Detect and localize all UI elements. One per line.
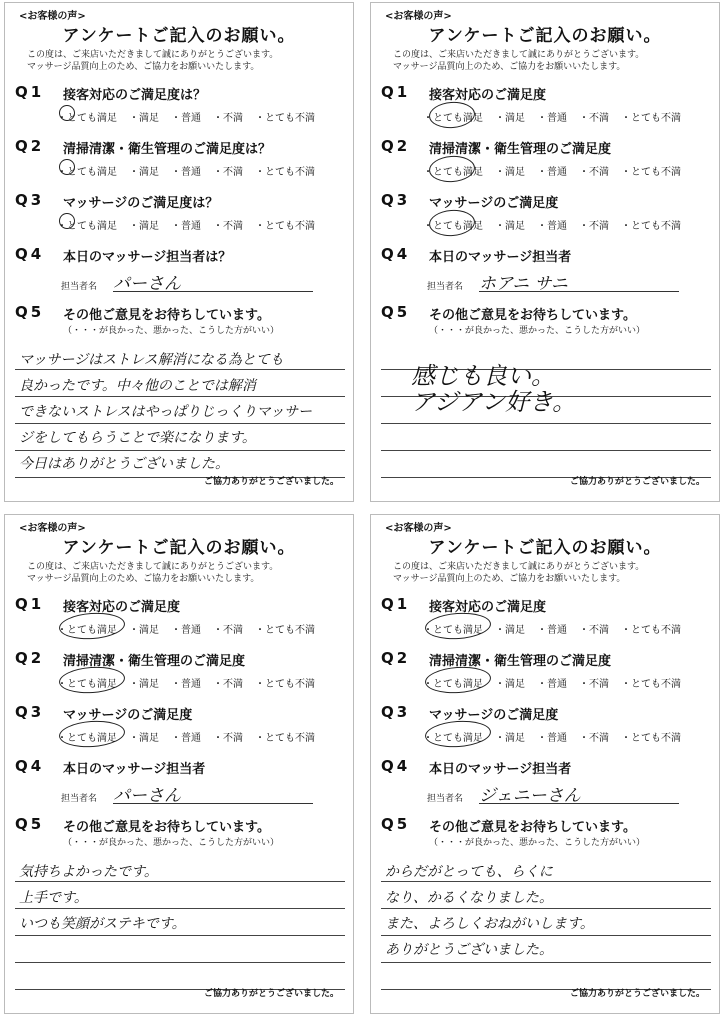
rating-option[interactable]: ・満足 — [495, 679, 525, 690]
rating-options — [57, 729, 315, 744]
rating-option[interactable]: ・普通 — [537, 221, 567, 232]
intro-line-2: マッサージ品質向上のため、ご協力をお願いいたします。 — [27, 62, 260, 72]
rating-option[interactable]: ・満足 — [129, 679, 159, 690]
staff-field — [61, 786, 181, 806]
rating-option[interactable]: ・とても満足 — [423, 167, 483, 178]
rating-option[interactable]: ・普通 — [537, 679, 567, 690]
rating-option[interactable]: ・とても満足 — [423, 733, 483, 744]
question-number: Q5 — [15, 303, 45, 321]
rating-option[interactable]: ・普通 — [171, 625, 201, 636]
question-number: Q1 — [381, 83, 411, 101]
question-text: 接客対応のご満足度 — [63, 600, 181, 615]
intro-line-1: この度は、ご来店いただきまして誠にありがとうございます。 — [27, 562, 279, 572]
question-text: 接客対応のご満足度 — [429, 88, 547, 103]
question-number: Q3 — [15, 191, 45, 209]
intro-line-2: マッサージ品質向上のため、ご協力をお願いいたします。 — [27, 574, 260, 584]
comment-line: 感じも良い。 — [411, 362, 555, 387]
rating-options — [423, 729, 681, 744]
rating-option[interactable]: ・不満 — [213, 679, 243, 690]
rating-options — [57, 621, 315, 636]
rating-option[interactable]: ・とても不満 — [621, 221, 681, 232]
question-text: マッサージのご満足度 — [429, 708, 559, 723]
question-number: Q3 — [381, 191, 411, 209]
rating-option[interactable]: ・不満 — [579, 625, 609, 636]
staff-label: 担当者名 — [61, 282, 98, 292]
question-text: 清掃清潔・衛生管理のご満足度は？ — [63, 142, 272, 157]
question-number: Q2 — [15, 137, 45, 155]
survey-sheet-3 — [4, 514, 354, 1014]
question-number: Q4 — [381, 245, 411, 263]
thanks-text: ご協力ありがとうございました。 — [569, 989, 705, 999]
sheet-title: アンケートご記入のお願い。 — [62, 26, 296, 46]
rating-option[interactable]: ・とても不満 — [255, 625, 315, 636]
question-text: 本日のマッサージ担当者 — [429, 250, 572, 265]
staff-underline — [113, 291, 313, 292]
rating-option[interactable]: ・とても不満 — [621, 113, 681, 124]
rating-option[interactable]: ・不満 — [213, 167, 243, 178]
rating-option[interactable]: ・とても不満 — [255, 221, 315, 232]
comment-line: ありがとうございました。 — [385, 942, 553, 958]
comment-line: 上手です。 — [19, 890, 88, 906]
thanks-text: ご協力ありがとうございました。 — [569, 477, 705, 487]
question-text: 清掃清潔・衛生管理のご満足度 — [63, 654, 246, 669]
question-text: その他ご意見をお待ちしています。 — [63, 308, 270, 323]
rating-option[interactable]: ・とても不満 — [621, 679, 681, 690]
rating-option[interactable]: ・不満 — [579, 113, 609, 124]
rating-option[interactable]: ・とても満足 — [423, 113, 483, 124]
intro-line-1: この度は、ご来店いただきまして誠にありがとうございます。 — [27, 50, 279, 60]
rating-option[interactable]: ・満足 — [495, 221, 525, 232]
rating-option[interactable]: ・とても満足 — [57, 679, 117, 690]
rating-option[interactable]: ・とても不満 — [255, 167, 315, 178]
question-text: マッサージのご満足度 — [429, 196, 559, 211]
rating-option[interactable]: ・普通 — [171, 679, 201, 690]
rating-options — [423, 675, 681, 690]
rating-option[interactable]: ・普通 — [171, 733, 201, 744]
question-q5-sub: （・・・が良かった、悪かった、こうした方がいい） — [429, 838, 646, 848]
sheet-intro — [27, 49, 278, 73]
rating-option[interactable]: ・不満 — [213, 625, 243, 636]
sheet-title: アンケートご記入のお願い。 — [62, 538, 296, 558]
question-q5-sub: （・・・が良かった、悪かった、こうした方がいい） — [63, 326, 280, 336]
question-text: 本日のマッサージ担当者 — [63, 762, 206, 777]
question-number: Q2 — [381, 137, 411, 155]
rating-option[interactable]: ・満足 — [495, 113, 525, 124]
question-text: その他ご意見をお待ちしています。 — [429, 820, 636, 835]
sheet-intro — [393, 561, 644, 585]
sheet-intro — [27, 561, 278, 585]
sheet-header: <お客様の声> — [385, 523, 452, 534]
staff-name-handwritten: ホアニ サニ — [479, 274, 568, 294]
sheet-intro — [393, 49, 644, 73]
handwritten-comment — [411, 361, 711, 413]
question-number: Q3 — [381, 703, 411, 721]
staff-label: 担当者名 — [61, 794, 98, 804]
intro-line-1: この度は、ご来店いただきまして誠にありがとうございます。 — [393, 50, 645, 60]
rating-option[interactable]: ・とても不満 — [621, 167, 681, 178]
rating-options — [57, 675, 315, 690]
question-number: Q1 — [15, 83, 45, 101]
question-text: その他ご意見をお待ちしています。 — [429, 308, 636, 323]
rating-option[interactable]: ・満足 — [129, 167, 159, 178]
rating-options — [423, 217, 681, 232]
rating-option[interactable]: ・普通 — [171, 221, 201, 232]
rating-option[interactable]: ・満足 — [129, 733, 159, 744]
ruled-line — [15, 936, 345, 963]
comment-line: アジアン好き。 — [411, 388, 577, 413]
rating-option[interactable]: ・満足 — [495, 167, 525, 178]
comment-line: 良かったです。中々他のことでは解消 — [19, 378, 256, 394]
rating-option[interactable]: ・満足 — [129, 625, 159, 636]
comment-line: 今日はありがとうございました。 — [19, 456, 229, 472]
rating-option[interactable]: ・満足 — [129, 113, 159, 124]
ruled-line — [381, 424, 711, 451]
rating-option[interactable]: ・不満 — [213, 221, 243, 232]
question-number: Q3 — [15, 703, 45, 721]
staff-field — [427, 786, 581, 806]
question-number: Q1 — [381, 595, 411, 613]
rating-option[interactable]: ・とても不満 — [255, 113, 315, 124]
rating-option[interactable]: ・とても満足 — [423, 625, 483, 636]
staff-name-handwritten: ジェニーさん — [479, 786, 581, 806]
question-number: Q4 — [15, 245, 45, 263]
handwritten-comment — [385, 859, 711, 963]
sheet-title: アンケートご記入のお願い。 — [428, 538, 662, 558]
rating-option[interactable]: ・普通 — [537, 625, 567, 636]
comment-line: からだがとっても、らくに — [385, 864, 553, 880]
rating-option[interactable]: ・とても不満 — [621, 733, 681, 744]
intro-line-2: マッサージ品質向上のため、ご協力をお願いいたします。 — [393, 574, 626, 584]
question-text: 清掃清潔・衛生管理のご満足度 — [429, 142, 612, 157]
rating-option[interactable]: ・普通 — [537, 167, 567, 178]
question-q5-sub: （・・・が良かった、悪かった、こうした方がいい） — [63, 838, 280, 848]
question-number: Q2 — [381, 649, 411, 667]
rating-options — [57, 217, 315, 232]
handwritten-comment — [19, 859, 345, 937]
question-text: その他ご意見をお待ちしています。 — [63, 820, 270, 835]
rating-options — [57, 163, 315, 178]
question-number: Q2 — [15, 649, 45, 667]
question-number: Q5 — [381, 303, 411, 321]
rating-options — [423, 621, 681, 636]
rating-option[interactable]: ・不満 — [579, 733, 609, 744]
question-number: Q4 — [15, 757, 45, 775]
handwritten-comment — [19, 347, 345, 477]
survey-sheet-1 — [4, 2, 354, 502]
question-text: 清掃清潔・衛生管理のご満足度 — [429, 654, 612, 669]
rating-option[interactable]: ・とても不満 — [621, 625, 681, 636]
question-q5-sub: （・・・が良かった、悪かった、こうした方がいい） — [429, 326, 646, 336]
rating-option[interactable]: ・不満 — [579, 679, 609, 690]
question-text: 本日のマッサージ担当者は？ — [63, 250, 232, 265]
staff-field — [61, 274, 181, 294]
staff-underline — [479, 291, 679, 292]
comment-line: できないストレスはやっぱりじっくりマッサー — [19, 404, 313, 420]
rating-option[interactable]: ・不満 — [579, 221, 609, 232]
rating-options — [423, 109, 681, 124]
staff-label: 担当者名 — [427, 282, 464, 292]
rating-option[interactable]: ・満足 — [495, 733, 525, 744]
rating-option[interactable]: ・とても不満 — [255, 679, 315, 690]
rating-option[interactable]: ・とても満足 — [57, 221, 117, 232]
rating-option[interactable]: ・不満 — [579, 167, 609, 178]
rating-option[interactable]: ・普通 — [537, 113, 567, 124]
comment-line: いつも笑顔がステキです。 — [19, 916, 186, 932]
comment-line: また、よろしくおねがいします。 — [385, 916, 594, 932]
rating-option[interactable]: ・普通 — [537, 733, 567, 744]
rating-option[interactable]: ・普通 — [171, 167, 201, 178]
staff-name-handwritten: パーさん — [113, 786, 181, 806]
comment-line: マッサージはストレス解消になる為とても — [19, 352, 284, 368]
question-text: 本日のマッサージ担当者 — [429, 762, 572, 777]
rating-option[interactable]: ・とても満足 — [57, 625, 117, 636]
comment-line: ジをしてもらうことで楽になります。 — [19, 430, 256, 446]
rating-option[interactable]: ・普通 — [171, 113, 201, 124]
question-text: 接客対応のご満足度は？ — [63, 88, 207, 103]
rating-option[interactable]: ・満足 — [129, 221, 159, 232]
rating-option[interactable]: ・とても不満 — [255, 733, 315, 744]
sheet-title: アンケートご記入のお願い。 — [428, 26, 662, 46]
rating-option[interactable]: ・とても満足 — [423, 221, 483, 232]
question-text: マッサージのご満足度は？ — [63, 196, 219, 211]
intro-line-2: マッサージ品質向上のため、ご協力をお願いいたします。 — [393, 62, 626, 72]
rating-option[interactable]: ・とても満足 — [57, 113, 117, 124]
intro-line-1: この度は、ご来店いただきまして誠にありがとうございます。 — [393, 562, 645, 572]
rating-option[interactable]: ・とても満足 — [57, 733, 117, 744]
rating-option[interactable]: ・不満 — [213, 733, 243, 744]
question-number: Q5 — [15, 815, 45, 833]
sheet-header: <お客様の声> — [19, 523, 86, 534]
rating-options — [57, 109, 315, 124]
staff-label: 担当者名 — [427, 794, 464, 804]
thanks-text: ご協力ありがとうございました。 — [203, 989, 339, 999]
question-text: 接客対応のご満足度 — [429, 600, 547, 615]
staff-underline — [113, 803, 313, 804]
rating-options — [423, 163, 681, 178]
comment-line: なり、かるくなりました。 — [385, 890, 553, 906]
survey-sheet-4 — [370, 514, 720, 1014]
comment-line: 気持ちよかったです。 — [19, 864, 158, 880]
rating-option[interactable]: ・とても満足 — [57, 167, 117, 178]
staff-underline — [479, 803, 679, 804]
rating-option[interactable]: ・満足 — [495, 625, 525, 636]
question-number: Q4 — [381, 757, 411, 775]
rating-option[interactable]: ・不満 — [213, 113, 243, 124]
question-number: Q5 — [381, 815, 411, 833]
staff-field — [427, 274, 568, 294]
survey-sheet-2 — [370, 2, 720, 502]
sheet-header: <お客様の声> — [19, 11, 86, 22]
staff-name-handwritten: パーさん — [113, 274, 181, 294]
question-text: マッサージのご満足度 — [63, 708, 193, 723]
thanks-text: ご協力ありがとうございました。 — [203, 477, 339, 487]
sheet-header: <お客様の声> — [385, 11, 452, 22]
rating-option[interactable]: ・とても満足 — [423, 679, 483, 690]
question-number: Q1 — [15, 595, 45, 613]
